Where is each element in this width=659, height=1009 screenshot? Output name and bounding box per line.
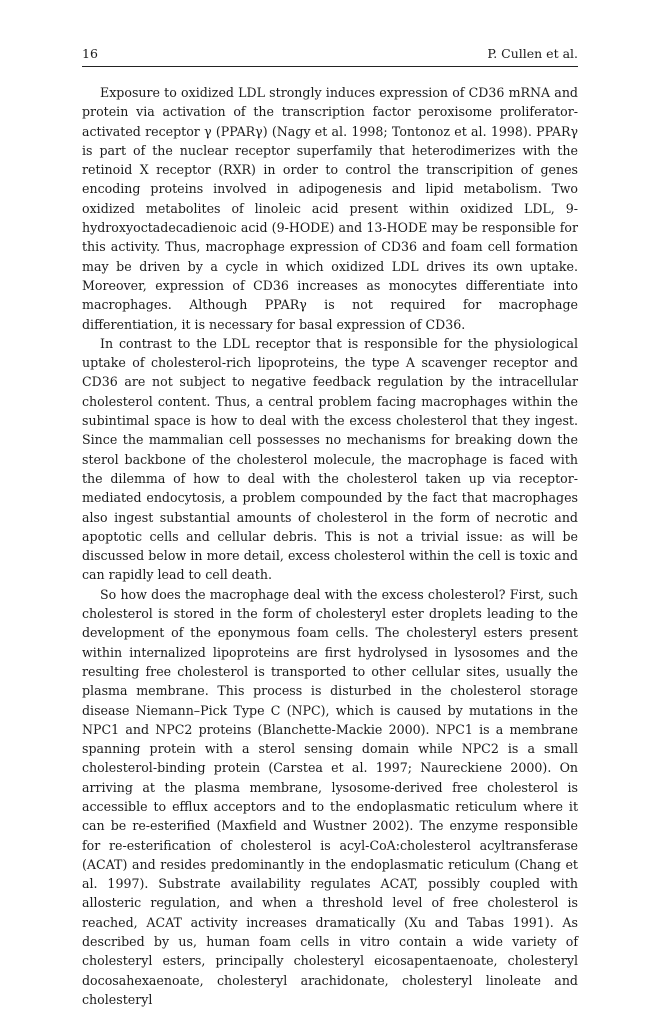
page-number: 16 bbox=[82, 46, 98, 61]
paragraph-cholesterol-problem: In contrast to the LDL receptor that is responsible for the physiological uptake of cholesterol-rich lipoproteins, the type A scavenger receptor and CD36 are not subject to negative feedback regulation by the intracellular cholesterol content. Thus, a central problem facing macrophages within the subintimal space is how to deal with the excess cholesterol that they ingest. Since the mammalian cell possesses no mechanisms for breaking down the sterol backbone of the cholesterol molecule, the macrophage is faced with the dilemma of how to deal with the cholesterol taken up via receptor-mediated endocytosis, a problem compounded by the fact that macrophages also ingest substantial amounts of cholesterol in the form of necrotic and apoptotic cells and cellular debris. This is not a trivial issue: as will be discussed below in more detail, excess cholesterol within the cell is toxic and can rapidly lead to cell death. bbox=[82, 335, 578, 583]
paragraph-cd36-induction: Exposure to oxidized LDL strongly induces expression of CD36 mRNA and protein via activation of the transcription factor peroxisome proliferator-activated receptor γ (PPARγ) (Nagy et al. 1998; Tontonoz et al. 1998). PPARγ is part of the nuclear receptor superfamily that heterodimerizes with the retinoid X receptor (RXR) in order to control the transcripition of genes encoding proteins involved in adipogenesis and lipid metabolism. Two oxidized metabolites of linoleic acid present within oxidized LDL, 9-hydroxyoctadecadienoic acid (9-HODE) and 13-HODE may be responsible for this activity. Thus, macrophage expression of CD36 and foam cell formation may be driven by a cycle in which oxidized LDL drives its own uptake. Moreover, expression of CD36 increases as monocytes differentiate into macrophages. Although PPARγ is not required for macrophage differentiation, it is necessary for basal expression of CD36. bbox=[82, 85, 578, 332]
body-text bbox=[82, 83, 578, 1009]
running-head-author: P. Cullen et al. bbox=[487, 46, 578, 61]
paragraph-cholesterol-storage: So how does the macrophage deal with the excess cholesterol? First, such cholesterol is stored in the form of cholesteryl ester droplets leading to the development of the eponymous foam cells. The cholesteryl esters present within internalized lipoproteins are first hydrolysed in lysosomes and the resulting free cholesterol is transported to other cellular sites, usually the plasma membrane. This process is disturbed in the cholesterol storage disease Niemann–Pick Type C (NPC), which is caused by mutations in the NPC1 and NPC2 proteins (Blanchette-Mackie 2000). NPC1 is a membrane spanning protein with a sterol sensing domain while NPC2 is a small cholesterol-binding protein (Carstea et al. 1997; Naureckiene 2000). On arriving at the plasma membrane, lysosome-derived free cholesterol is accessible to efflux acceptors and to the endoplasmatic reticulum where it can be re-esterified (Maxfield and Wustner 2002). The enzyme responsible for re-esterification of cholesterol is acyl-CoA:cholesterol acyltransferase (ACAT) and resides predominantly in the endoplasmatic reticulum (Chang et al. 1997). Substrate availability regulates ACAT, possibly coupled with allosteric regulation, and when a threshold level of free cholesterol is reached, ACAT activity increases dramatically (Xu and Tabas 1991). As described by us, human foam cells in vitro contain a wide variety of cholesteryl esters, principally cholesteryl eicosapentaenoate, cholesteryl docosahexaenoate, cholesteryl arachidonate, cholesteryl linoleate and cholesteryl bbox=[82, 586, 578, 1007]
running-head bbox=[82, 46, 578, 67]
